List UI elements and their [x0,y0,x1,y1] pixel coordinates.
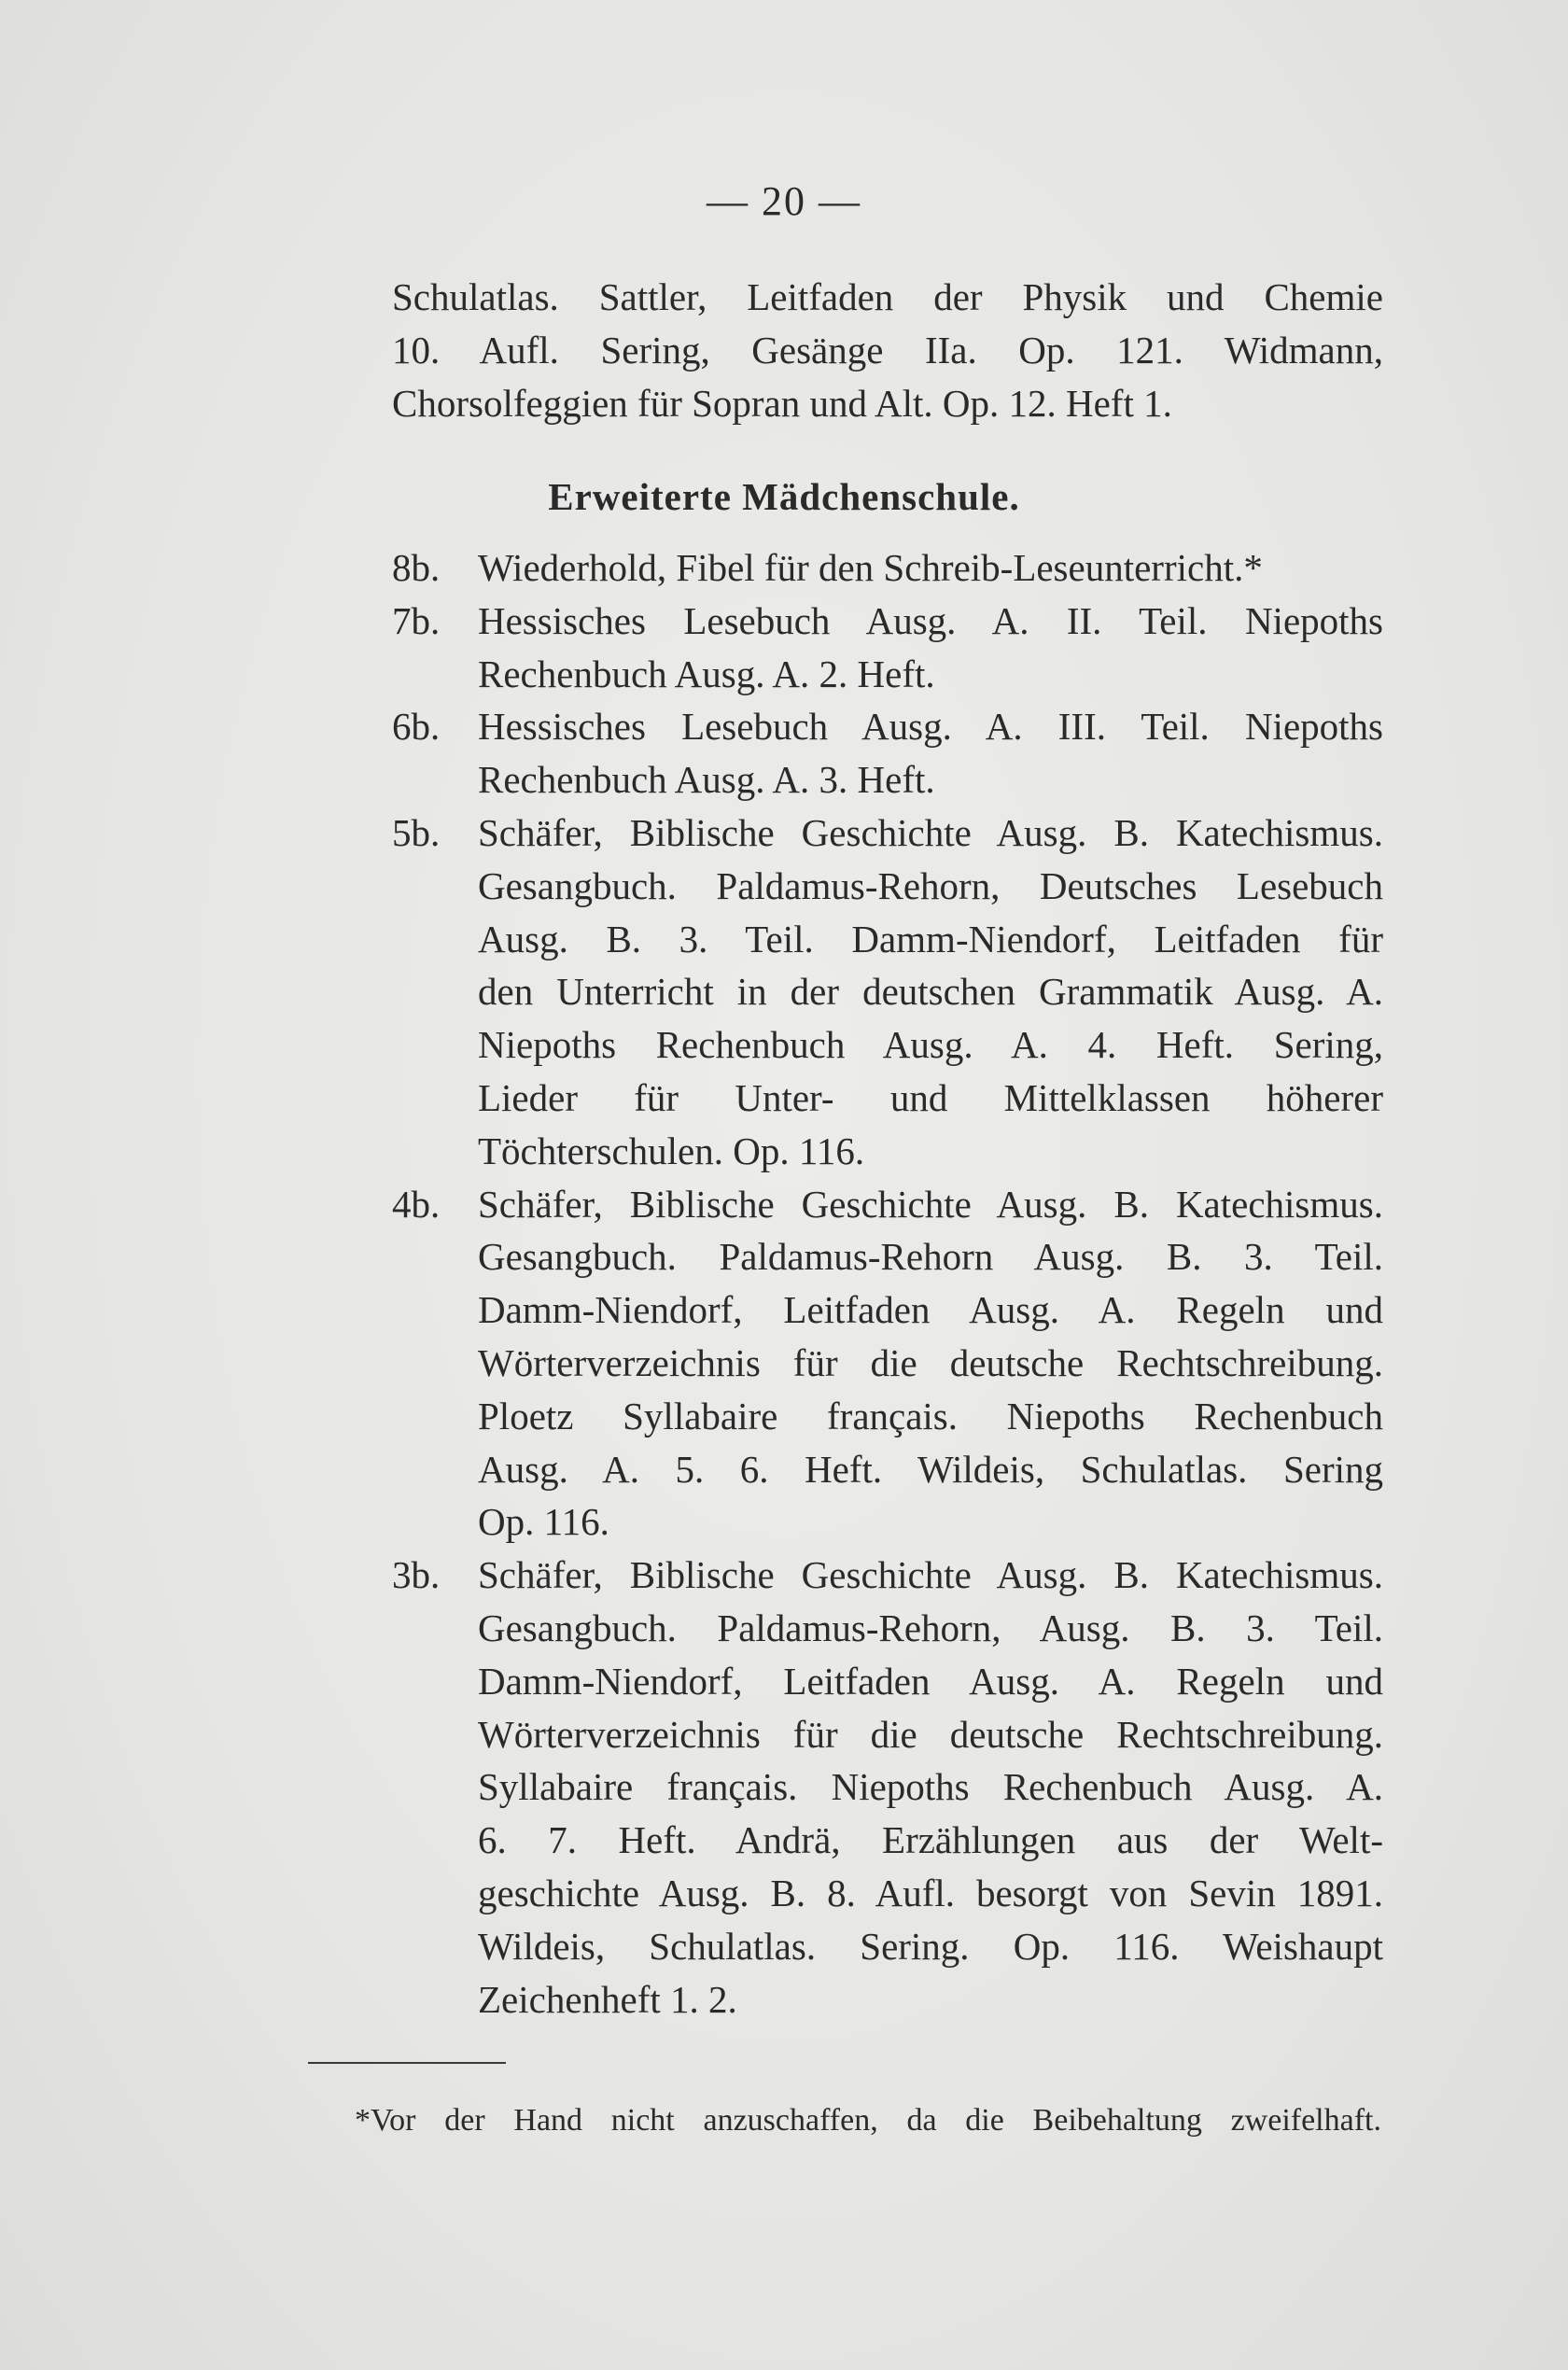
text-line: Gesangbuch. Paldamus-Rehorn, Ausg. B. 3. Teil. [478,1606,1383,1649]
class-label: 8b. [392,546,441,589]
text-line: geschichte Ausg. B. 8. Aufl. besorgt von Sevin 1891. [478,1871,1383,1914]
text-line: Ausg. A. 5. 6. Heft. Wildeis, Schulatlas. Sering [478,1447,1383,1491]
text-line: Gesangbuch. Paldamus-Rehorn, Deutsches Lesebuch [478,863,1383,907]
text-line: Schäfer, Biblische Geschichte Ausg. B. Katechismus. [478,1182,1383,1226]
text-line: Zeichenheft 1. 2. [478,1977,737,2021]
class-entry-4b [392,1178,1383,1550]
class-entry-6b [392,700,1383,806]
intro-paragraph [392,271,1383,429]
class-entry-7b [392,595,1383,701]
text-line: Töchterschulen. Op. 116. [478,1129,865,1172]
class-entry-8b [392,541,1383,595]
text-line: Gesangbuch. Paldamus-Rehorn Ausg. B. 3. Teil. [478,1235,1383,1279]
text-line: Ploetz Syllabaire français. Niepoths Rechenbuch [478,1394,1383,1437]
text-line: Wiederhold, Fibel für den Schreib-Leseunterricht.* [478,546,1263,589]
page-number: — 20 — [707,178,861,224]
footnote: *Vor der Hand nicht anzuschaffen, da die Beibehaltung zweifelhaft. [355,2103,1381,2138]
text-line: Hessisches Lesebuch Ausg. A. III. Teil. Niepoths [478,705,1383,749]
text-line: Lieder für Unter- und Mittelklassen höherer [478,1075,1383,1119]
class-label: 5b. [392,810,441,854]
text-line: den Unterricht in der deutschen Grammatik Ausg. A. [478,970,1383,1014]
text-line: 10. Aufl. Sering, Gesänge IIa. Op. 121. Widmann, [392,328,1383,372]
text-line: Schäfer, Biblische Geschichte Ausg. B. Katechismus. [478,1553,1383,1597]
text-line: Damm-Niendorf, Leitfaden Ausg. A. Regeln und [478,1288,1383,1332]
text-line: Wörterverzeichnis für die deutsche Rechtschreibung. [478,1712,1383,1756]
text-line: Rechenbuch Ausg. A. 2. Heft. [478,652,935,695]
class-list [392,541,1383,2026]
text-line: 6. 7. Heft. Andrä, Erzählungen aus der Welt- [478,1818,1383,1862]
text-line: Chorsolfeggien für Sopran und Alt. Op. 12. Heft 1. [392,381,1172,425]
class-entry-5b [392,806,1383,1178]
class-label: 4b. [392,1182,441,1226]
text-line: Ausg. B. 3. Teil. Damm-Niendorf, Leitfaden für [478,917,1383,961]
class-label: 6b. [392,705,441,749]
footnote-rule [308,2062,506,2064]
text-line: Rechenbuch Ausg. A. 3. Heft. [478,758,935,802]
section-heading: Erweiterte Mädchenschule. [548,475,1020,518]
text-line: Syllabaire français. Niepoths Rechenbuch Ausg. A. [478,1765,1383,1809]
text-line: Hessisches Lesebuch Ausg. A. II. Teil. Niepoths [478,598,1383,642]
class-entry-3b [392,1549,1383,2026]
text-line: Damm-Niendorf, Leitfaden Ausg. A. Regeln und [478,1659,1383,1703]
text-line: Schulatlas. Sattler, Leitfaden der Physik und Chemie [392,275,1383,318]
text-line: Wörterverzeichnis für die deutsche Rechtschreibung. [478,1340,1383,1384]
text-line: Schäfer, Biblische Geschichte Ausg. B. Katechismus. [478,810,1383,854]
class-label: 3b. [392,1553,441,1597]
class-label: 7b. [392,598,441,642]
text-line: Niepoths Rechenbuch Ausg. A. 4. Heft. Sering, [478,1023,1383,1067]
text-line: Wildeis, Schulatlas. Sering. Op. 116. Weishaupt [478,1924,1383,1968]
text-line: Op. 116. [478,1500,609,1544]
